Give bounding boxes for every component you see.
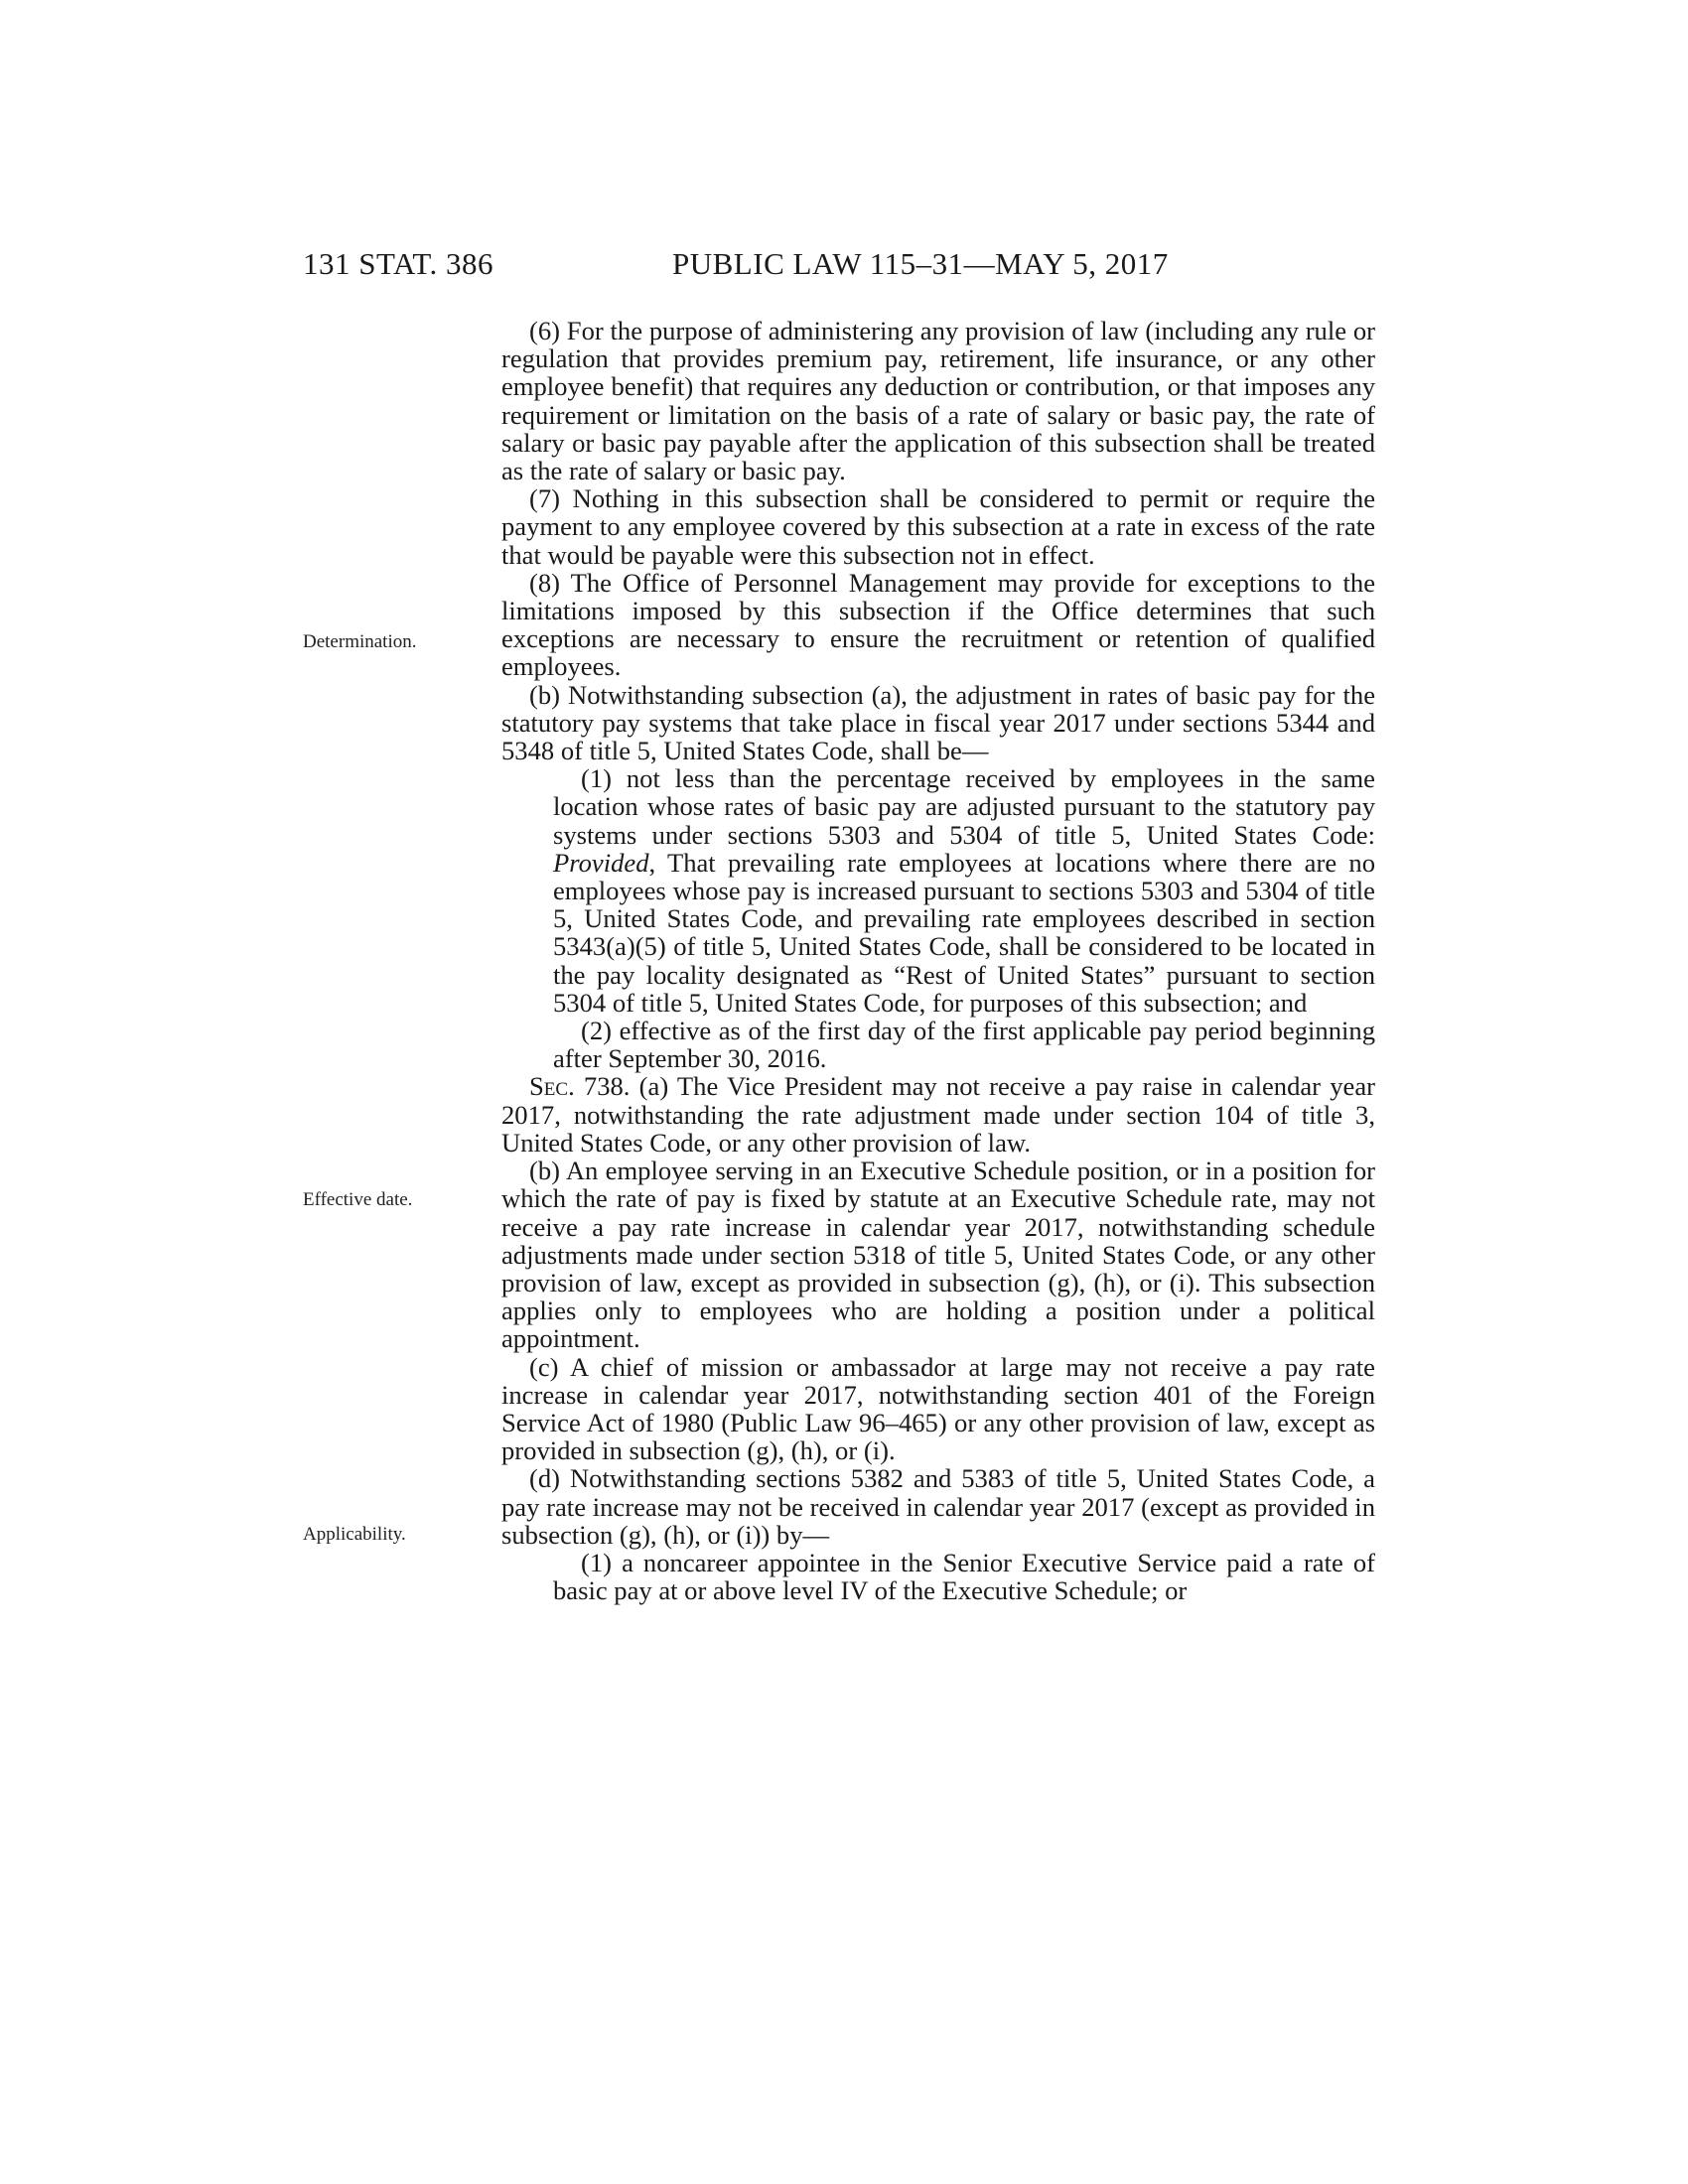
section-738-d-1: (1) a noncareer appointee in the Senior Executive Service paid a rate of basic pay at or above level IV of the Executive Schedule; or bbox=[553, 1547, 1375, 1606]
section-738-c: (c) A chief of mission or ambassador at large may not receive a pay rate increase in calendar year 2017, notwithstanding section 401 of the Foreign Service Act of 1980 (Public Law 96–465) or any other provision of law, except as provided in subsection (g), (h), or (i). bbox=[501, 1351, 1375, 1466]
document-body bbox=[501, 317, 1375, 1604]
paragraph-6: (6) For the purpose of administering any provision of law (including any rule or regulation that provides premium pay, retirement, life insurance, or any other employee benefit) that requires any deduction or contribution, or that imposes any requirement or limitation on the basis of a rate of salary or basic pay, the rate of salary or basic pay payable after the application of this subsection shall be treated as the rate of salary or basic pay. bbox=[501, 316, 1375, 486]
section-738-a-text: 738. (a) The Vice President may not receive a pay raise in calendar year 2017, notwithstanding the rate adjustment made under section 104 of title 3, United States Code, or any other provision of law. bbox=[501, 1071, 1375, 1158]
stat-reference: 131 STAT. 386 bbox=[303, 246, 494, 281]
provided-emphasis: Provided bbox=[553, 847, 649, 878]
paragraph-8: (8) The Office of Personnel Management may provide for exceptions to the limitations imposed by this subsection if the Office determines that such exceptions are necessary to ensure the recruitment or retention of qualified employees. bbox=[501, 567, 1375, 682]
paragraph-b-1 bbox=[553, 764, 1375, 1017]
margin-note-determination: Determination. bbox=[303, 631, 417, 652]
paragraph-7: (7) Nothing in this subsection shall be considered to permit or require the payment to any employee covered by this subsection at a rate in excess of the rate that would be payable were this subsection not in effect. bbox=[501, 483, 1375, 570]
section-738-a bbox=[501, 1072, 1375, 1157]
section-738-b: (b) An employee serving in an Executive Schedule position, or in a position for which the rate of pay is fixed by statute at an Executive Schedule rate, may not receive a pay rate increase in calendar year 2017, notwithstanding schedule adjustments made under section 5318 of title 5, United States Code, or any other provision of law, except as provided in subsection (g), (h), or (i). This subsection applies only to employees who are holding a position under a political appointment. bbox=[501, 1156, 1375, 1354]
paragraph-b: (b) Notwithstanding subsection (a), the adjustment in rates of basic pay for the statutory pay systems that take place in fiscal year 2017 under sections 5344 and 5348 of title 5, United States Code, shall be— bbox=[501, 679, 1375, 766]
paragraph-b-1-start: (1) not less than the percentage received by employees in the same location whose rates of basic pay are adjusted pursuant to the statutory pay systems under sections 5303 and 5304 of title 5, United States Code: bbox=[553, 763, 1375, 850]
section-738-d: (d) Notwithstanding sections 5382 and 5383 of title 5, United States Code, a pay rate increase may not be received in calendar year 2017 (except as provided in subsection (g), (h), or (i)) by— bbox=[501, 1463, 1375, 1550]
paragraph-b-2: (2) effective as of the first day of the first applicable pay period beginning after September 30, 2016. bbox=[553, 1016, 1375, 1074]
paragraph-b-1-end: , That prevailing rate employees at locations where there are no employees whose pay is increased pursuant to sections 5303 and 5304 of title 5, United States Code, and prevailing rate employees described in section 5343(a)(5) of title 5, United States Code, shall be considered to be located in the pay locality designated as “Rest of United States” pursuant to section 5304 of title 5, United States Code, for purposes of this subsection; and bbox=[553, 847, 1375, 1018]
law-title: PUBLIC LAW 115–31—MAY 5, 2017 bbox=[672, 246, 1169, 281]
margin-note-applicability: Applicability. bbox=[303, 1524, 406, 1545]
margin-note-effective-date: Effective date. bbox=[303, 1189, 413, 1210]
page-header bbox=[303, 246, 1375, 290]
section-label: Sec. bbox=[529, 1071, 575, 1102]
